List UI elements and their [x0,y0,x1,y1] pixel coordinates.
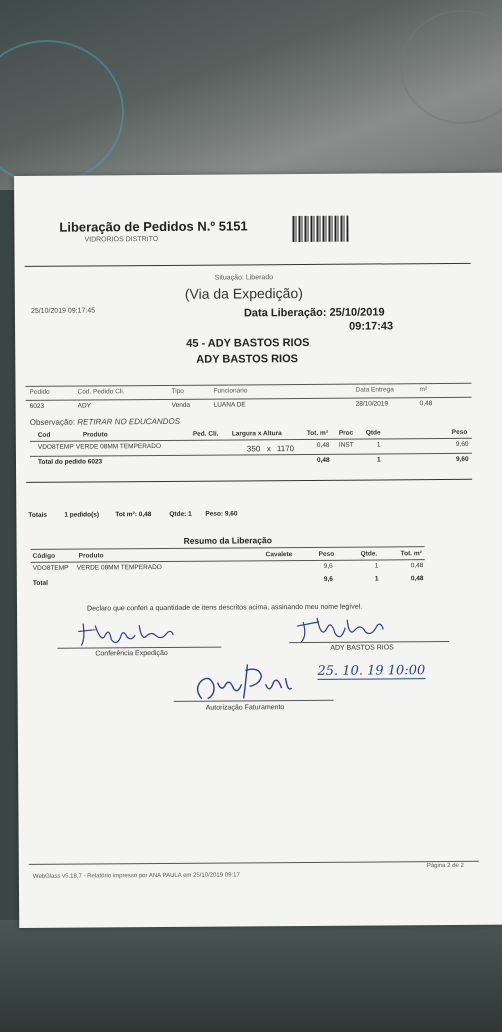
summary-header-qtde: Qtde. [360,550,378,558]
via-label: (Via da Expedição) [184,284,303,302]
divider [25,383,471,387]
client-signature-name: ADY BASTOS RIOS [330,644,394,652]
summary-title: Resumo da Liberação [183,535,272,546]
item-altura: 1170 [276,444,295,454]
divider [26,397,472,401]
summary-peso: 9,6 [323,562,333,570]
summary-codigo: VDO8TEMP [32,564,69,572]
header-pedido: Pedido [29,388,50,396]
item-produto: VERDE 08MM TEMPERADO [75,442,162,451]
client-name: ADY BASTOS RIOS [196,353,298,366]
item-cod: VDO8TEMP [37,443,74,451]
divider [31,546,425,550]
summary-header-produto: Produto [78,552,104,560]
order-total-peso: 9,60 [455,455,469,463]
header-tipo: Tipo [171,387,184,395]
summary-total-qtde: 1 [374,575,379,583]
observation-text: RETIRAR NO EDUCANDOS [77,416,181,427]
order-pedido: 6023 [29,402,45,410]
divider [29,861,479,865]
summary-header-codigo: Código [32,552,56,560]
summary-produto: VERDE 08MM TEMPERADO [76,563,162,572]
header-data-entrega: Data Entrega [355,386,394,394]
totals-label: Totais [28,511,48,519]
order-m2: 0,48 [419,400,433,408]
order-cod-pedido: ADY [77,402,92,410]
barcode [292,216,348,242]
conferencia-label: Conferência Expedição [95,649,168,658]
header-cod-pedido: Cód. Pedido Cli. [77,388,125,396]
document-title: Liberação de Pedidos N.º 5151 [59,218,248,235]
header-qtde: Qtde [365,429,381,437]
item-proc: INST [338,441,354,449]
order-total-m2: 0,48 [316,456,330,464]
header-m2: m² [419,386,428,394]
document-page [14,173,502,928]
totals-m2: Tot m²: 0,48 [115,511,152,519]
divider [26,479,472,483]
header-tot-m2: Tot. m² [306,429,329,437]
release-time: 09:17:43 [349,320,394,333]
order-total-label: Total do pedido 6023 [37,458,103,466]
summary-header-peso: Peso [318,550,335,558]
declaration-text: Declaro que conferi a quantidade de itens descritos acima, assinando meu nome legível. [87,603,363,613]
summary-qtde: 1 [374,562,379,570]
status-text: Situação: Liberado [214,274,274,282]
summary-total-tot-m2: 0,48 [410,575,424,583]
autorizacao-label: Autorização Faturamento [205,704,285,712]
summary-total-label: Total [32,579,48,587]
print-timestamp: 25/10/2019 09:17:45 [30,307,96,315]
summary-tot-m2: 0,48 [410,562,424,570]
header-ped-cli: Ped. Cli. [192,430,219,438]
header-peso: Peso [451,428,468,436]
footer-page-number: Página 2 de 2 [426,862,464,870]
order-data-entrega: 28/10/2019 [355,400,389,408]
header-proc: Proc [338,429,354,437]
totals-qtde: Qtde: 1 [169,510,192,518]
summary-header-tot-m2: Tot. m² [400,550,422,558]
header-dims: Largura x Altura [231,430,282,438]
item-largura: 350 [246,444,261,454]
header-produto: Produto [82,431,108,439]
footer-printed-by: WebGlass v5.18.7 - Relatório impresso por ANA PAULA em 25/10/2019 09:17 [32,872,240,880]
background-desk-bottom [0,920,502,1032]
item-peso: 9,60 [455,440,469,448]
header-funcionario: Funcionário [213,387,248,395]
order-funcionario: LUANA DE [213,401,246,409]
company-name: VIDRORIOS DISTRITO [84,235,159,244]
observation [30,417,180,427]
summary-header-cavalete: Cavalete [265,551,293,559]
release-date: Data Liberação: 25/10/2019 [243,306,385,320]
observation-label: Observação: [29,417,76,427]
totals-pedidos: 1 pedido(s) [64,511,100,519]
totals-peso: Peso: 9,60 [205,510,238,518]
item-x: x [266,444,271,454]
order-total-qtde: 1 [376,456,381,464]
divider [25,263,471,267]
handwritten-date: 25. 10. 19 10:00 [317,663,426,679]
divider [31,559,425,563]
header-cod: Cod [37,431,51,439]
client-code-name: 45 - ADY BASTOS RIOS [186,336,310,350]
summary-total-peso: 9,6 [323,575,333,583]
item-qtde: 1 [376,441,381,449]
order-tipo: Venda [171,401,191,409]
item-tot-m2: 0,48 [316,441,330,449]
divider [30,453,472,457]
